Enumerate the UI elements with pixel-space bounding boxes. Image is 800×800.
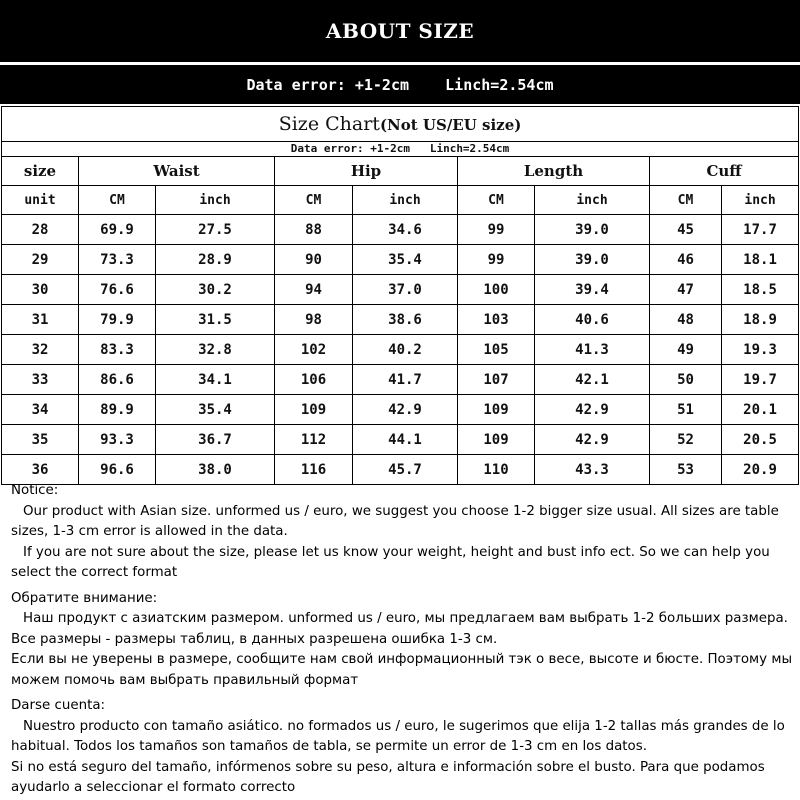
value-cell: 20.5: [722, 425, 799, 455]
size-cell: 32: [2, 335, 79, 365]
value-cell: 45.7: [353, 455, 458, 485]
unit-cell: inch: [722, 186, 799, 215]
size-cell: 36: [2, 455, 79, 485]
page-title: ABOUT SIZE: [325, 19, 475, 43]
value-cell: 30.2: [156, 275, 275, 305]
about-size-banner: [0, 0, 800, 62]
value-cell: 43.3: [535, 455, 650, 485]
unit-header: unit: [2, 186, 79, 215]
value-cell: 38.0: [156, 455, 275, 485]
value-cell: 52: [650, 425, 722, 455]
value-cell: 69.9: [79, 215, 156, 245]
unit-cell: CM: [275, 186, 353, 215]
value-cell: 41.3: [535, 335, 650, 365]
notice-ru-paragraph-2: Если вы не уверены в размере, сообщите нам свой информационный тэк о весе, высоте и бюсте. Поэтому мы можем помочь вам выбрать правильный формат: [11, 652, 793, 688]
value-cell: 44.1: [353, 425, 458, 455]
value-cell: 32.8: [156, 335, 275, 365]
value-cell: 17.7: [722, 215, 799, 245]
size-rows: [2, 215, 799, 485]
value-cell: 79.9: [79, 305, 156, 335]
notice-es-paragraph-2: Si no está seguro del tamaño, infórmenos sobre su peso, altura e información sobre el busto. Para que podamos ayudarlo a seleccionar el formato correcto: [11, 759, 765, 795]
size-cell: 28: [2, 215, 79, 245]
value-cell: 35.4: [156, 395, 275, 425]
table-row: [2, 395, 799, 425]
value-cell: 19.7: [722, 365, 799, 395]
value-cell: 34.6: [353, 215, 458, 245]
value-cell: 99: [458, 215, 535, 245]
value-cell: 98: [275, 305, 353, 335]
value-cell: 53: [650, 455, 722, 485]
value-cell: 105: [458, 335, 535, 365]
waist-header: Waist: [79, 157, 275, 186]
value-cell: 18.1: [722, 245, 799, 275]
size-cell: 30: [2, 275, 79, 305]
value-cell: 116: [275, 455, 353, 485]
value-cell: 102: [275, 335, 353, 365]
value-cell: 107: [458, 365, 535, 395]
value-cell: 42.1: [535, 365, 650, 395]
value-cell: 39.4: [535, 275, 650, 305]
unit-cell: inch: [156, 186, 275, 215]
value-cell: 88: [275, 215, 353, 245]
value-cell: 109: [458, 395, 535, 425]
table-row: [2, 365, 799, 395]
value-cell: 51: [650, 395, 722, 425]
data-error-banner: [0, 65, 800, 104]
table-row: [2, 455, 799, 485]
notice-en-paragraph-1: Our product with Asian size. unformed us / euro, we suggest you choose 1-2 bigger size usual. All sizes are table sizes, 1-3 cm error is allowed in the data.: [11, 503, 779, 539]
chart-title-paren: (Not US/EU size): [379, 116, 522, 134]
table-row: [2, 425, 799, 455]
value-cell: 36.7: [156, 425, 275, 455]
notice-ru-heading: Обратите внимание:: [11, 590, 158, 606]
value-cell: 93.3: [79, 425, 156, 455]
value-cell: 18.5: [722, 275, 799, 305]
value-cell: 41.7: [353, 365, 458, 395]
table-row: [2, 335, 799, 365]
error-note: Data error: +1-2cm: [246, 75, 410, 94]
value-cell: 47: [650, 275, 722, 305]
notice-es-paragraph-1: Nuestro producto con tamaño asiático. no formados us / euro, le sugerimos que elija 1-2 tallas más grandes de lo habitual. Todos los tamaños son tamaños de tabla, se permite un error de 1-3 cm en los datos.: [11, 718, 785, 754]
value-cell: 96.6: [79, 455, 156, 485]
value-cell: 38.6: [353, 305, 458, 335]
table-row: [2, 275, 799, 305]
value-cell: 42.9: [535, 425, 650, 455]
size-cell: 33: [2, 365, 79, 395]
size-cell: 31: [2, 305, 79, 335]
value-cell: 109: [275, 395, 353, 425]
value-cell: 76.6: [79, 275, 156, 305]
value-cell: 83.3: [79, 335, 156, 365]
value-cell: 27.5: [156, 215, 275, 245]
value-cell: 42.9: [535, 395, 650, 425]
value-cell: 40.2: [353, 335, 458, 365]
value-cell: 42.9: [353, 395, 458, 425]
value-cell: 94: [275, 275, 353, 305]
inch-note: Linch=2.54cm: [445, 75, 554, 94]
value-cell: 89.9: [79, 395, 156, 425]
table-row: [2, 305, 799, 335]
chart-title-main: Size Chart: [278, 113, 380, 135]
cuff-header: Cuff: [650, 157, 799, 186]
unit-cell: inch: [353, 186, 458, 215]
table-row: [2, 245, 799, 275]
value-cell: 35.4: [353, 245, 458, 275]
unit-cell: CM: [458, 186, 535, 215]
value-cell: 112: [275, 425, 353, 455]
value-cell: 73.3: [79, 245, 156, 275]
value-cell: 99: [458, 245, 535, 275]
size-cell: 35: [2, 425, 79, 455]
notice-en-heading: Notice:: [11, 483, 59, 498]
hip-header: Hip: [275, 157, 458, 186]
value-cell: 48: [650, 305, 722, 335]
size-header: size: [2, 157, 79, 186]
value-cell: 39.0: [535, 245, 650, 275]
table-row: [2, 215, 799, 245]
value-cell: 45: [650, 215, 722, 245]
value-cell: 106: [275, 365, 353, 395]
value-cell: 100: [458, 275, 535, 305]
unit-cell: CM: [79, 186, 156, 215]
value-cell: 20.9: [722, 455, 799, 485]
notice-ru-paragraph-1: Наш продукт с азиатским размером. unformed us / euro, мы предлагаем вам выбрать 1-2 больших размера. Все размеры - размеры таблиц, в данных разрешена ошибка 1-3 см.: [11, 611, 788, 647]
value-cell: 20.1: [722, 395, 799, 425]
value-cell: 19.3: [722, 335, 799, 365]
size-chart-table: [1, 106, 799, 485]
notice-es-heading: Darse cuenta:: [11, 698, 106, 713]
value-cell: 109: [458, 425, 535, 455]
size-cell: 29: [2, 245, 79, 275]
value-cell: 49: [650, 335, 722, 365]
length-header: Length: [458, 157, 650, 186]
chart-error-line: Data error: +1-2cm Linch=2.54cm: [2, 142, 799, 157]
value-cell: 90: [275, 245, 353, 275]
value-cell: 34.1: [156, 365, 275, 395]
value-cell: 31.5: [156, 305, 275, 335]
notice-section: [11, 481, 797, 799]
value-cell: 50: [650, 365, 722, 395]
unit-cell: CM: [650, 186, 722, 215]
value-cell: 46: [650, 245, 722, 275]
value-cell: 40.6: [535, 305, 650, 335]
size-cell: 34: [2, 395, 79, 425]
value-cell: 37.0: [353, 275, 458, 305]
value-cell: 18.9: [722, 305, 799, 335]
value-cell: 103: [458, 305, 535, 335]
notice-en-paragraph-2: If you are not sure about the size, please let us know your weight, height and bust info ect. So we can help you select the correct format: [11, 544, 770, 580]
value-cell: 86.6: [79, 365, 156, 395]
chart-title: [2, 107, 799, 142]
value-cell: 110: [458, 455, 535, 485]
unit-cell: inch: [535, 186, 650, 215]
value-cell: 39.0: [535, 215, 650, 245]
value-cell: 28.9: [156, 245, 275, 275]
